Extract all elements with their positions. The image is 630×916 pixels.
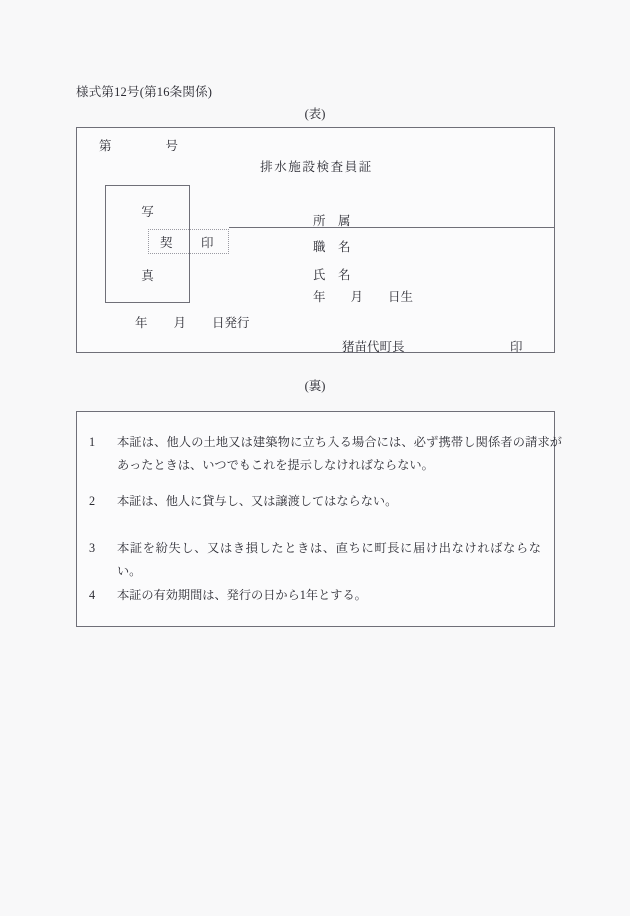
certificate-number-row — [99, 136, 178, 154]
form-number-heading: 様式第12号(第16条関係) — [76, 85, 213, 99]
field-divider-rule — [229, 227, 555, 228]
certificate-title: 排水施設検査員証 — [260, 160, 373, 174]
issue-day-label: 日発行 — [212, 316, 250, 330]
issue-date-row — [135, 313, 250, 331]
field-label-name: 氏 名 — [313, 268, 351, 282]
certificate-back-card — [76, 411, 562, 627]
certificate-number-prefix: 第 — [99, 139, 112, 153]
note-item — [89, 490, 541, 513]
note-item — [89, 584, 541, 607]
issue-month-label: 月 — [173, 316, 187, 330]
issuer-seal-mark: 印 — [510, 340, 523, 354]
note-item — [89, 537, 541, 583]
seal-char-keiin-right: 印 — [201, 236, 214, 250]
contract-seal-box — [148, 229, 229, 254]
photo-label-char-bottom: 真 — [141, 269, 154, 283]
birth-month-label: 月 — [350, 290, 364, 304]
issuer-name: 猪苗代町長 — [342, 340, 405, 354]
front-side-label: (表) — [304, 107, 326, 121]
seal-char-keiin-left: 契 — [160, 236, 173, 250]
photo-label-char-top: 写 — [141, 205, 154, 219]
birth-day-label: 日生 — [388, 290, 414, 304]
note-text: 本証の有効期間は、発行の日から1年とする。 — [117, 588, 367, 602]
note-number: 2 — [89, 494, 96, 508]
back-side-label: (裏) — [304, 379, 326, 393]
certificate-front-card — [76, 127, 555, 353]
field-label-affiliation: 所 属 — [313, 214, 351, 228]
note-text: 本証は、他人の土地又は建築物に立ち入る場合には、必ず携帯し関係者の請求があったときは、いつでもこれを提示しなければならない。 — [117, 435, 562, 472]
issue-year-label: 年 — [135, 316, 148, 330]
birth-year-label: 年 — [313, 290, 326, 304]
note-number: 4 — [89, 588, 96, 602]
note-text: 本証を紛失し、又はき損したときは、直ちに町長に届け出なければならない。 — [117, 541, 541, 578]
note-text: 本証は、他人に貸与し、又は譲渡してはならない。 — [117, 494, 398, 508]
field-label-job-title: 職 名 — [313, 240, 351, 254]
certificate-number-suffix: 号 — [165, 139, 179, 153]
note-item — [89, 431, 562, 477]
note-number: 3 — [89, 541, 96, 555]
field-label-birth-date — [313, 287, 413, 305]
note-number: 1 — [89, 435, 96, 449]
